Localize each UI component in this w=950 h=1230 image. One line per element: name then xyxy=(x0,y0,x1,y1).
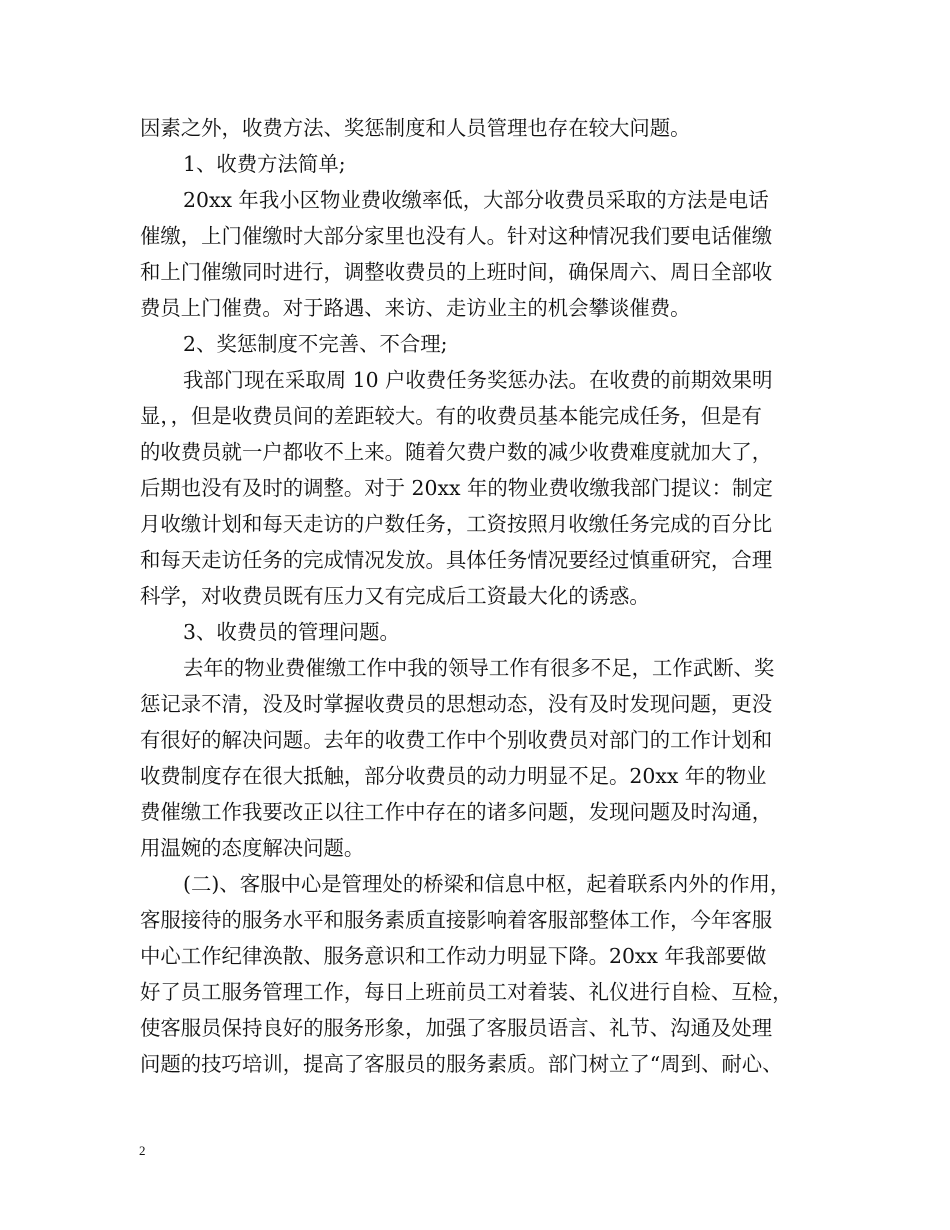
text-line: 月收缴计划和每天走访的户数任务，工资按照月收缴任务完成的百分比 xyxy=(140,512,773,536)
text-line: 和上门催缴同时进行，调整收费员的上班时间，确保周六、周日全部收 xyxy=(140,260,773,284)
text-line: 因素之外，收费方法、奖惩制度和人员管理也存在较大问题。 xyxy=(140,116,691,140)
text-line: 好了员工服务管理工作，每日上班前员工对着装、礼仪进行自检、互检， xyxy=(140,980,793,1004)
text-line: 的收费员就一户都收不上来。随着欠费户数的减少收费难度就加大了， xyxy=(140,440,773,464)
text-line: 收费制度存在很大抵触，部分收费员的动力明显不足。20xx 年的物业 xyxy=(140,764,767,788)
text-line: 使客服员保持良好的服务形象，加强了客服员语言、礼节、沟通及处理 xyxy=(140,1016,773,1040)
section-heading: 3、收费员的管理问题。 xyxy=(183,620,400,644)
text-line: (二)、客服中心是管理处的桥梁和信息中枢，起着联系内外的作用， xyxy=(183,872,791,896)
text-line: 问题的技巧培训，提高了客服员的服务素质。部门树立了“周到、耐心、 xyxy=(140,1052,783,1076)
text-line: 20xx 年我小区物业费收缴率低，大部分收费员采取的方法是电话 xyxy=(183,188,769,212)
text-line: 惩记录不清，没及时掌握收费员的思想动态，没有及时发现问题，更没 xyxy=(140,692,773,716)
text-line: 中心工作纪律涣散、服务意识和工作动力明显下降。20xx 年我部要做 xyxy=(140,944,767,968)
text-line: 费催缴工作我要改正以往工作中存在的诸多问题，发现问题及时沟通， xyxy=(140,800,773,824)
text-line: 催缴，上门催缴时大部分家里也没有人。针对这种情况我们要电话催缴 xyxy=(140,224,773,248)
text-line: 科学，对收费员既有压力又有完成后工资最大化的诱惑。 xyxy=(140,584,650,608)
text-line: 后期也没有及时的调整。对于 20xx 年的物业费收缴我部门提议：制定 xyxy=(140,476,773,500)
text-line: 和每天走访任务的完成情况发放。具体任务情况要经过慎重研究，合理 xyxy=(140,548,773,572)
text-line: 费员上门催费。对于路遇、来访、走访业主的机会攀谈催费。 xyxy=(140,296,691,320)
section-heading: 2、奖惩制度不完善、不合理; xyxy=(183,332,448,356)
text-line: 有很好的解决问题。去年的收费工作中个别收费员对部门的工作计划和 xyxy=(140,728,773,752)
text-line: 客服接待的服务水平和服务素质直接影响着客服部整体工作，今年客服 xyxy=(140,908,773,932)
text-line: 我部门现在采取周 10 户收费任务奖惩办法。在收费的前期效果明 xyxy=(183,368,773,392)
page-number: 2 xyxy=(139,1143,146,1158)
text-line: 显，，但是收费员间的差距较大。有的收费员基本能完成任务，但是有 xyxy=(140,404,762,428)
text-line: 去年的物业费催缴工作中我的领导工作有很多不足，工作武断、奖 xyxy=(183,656,775,680)
text-line: 用温婉的态度解决问题。 xyxy=(140,836,365,860)
section-heading: 1、收费方法简单; xyxy=(183,152,346,176)
